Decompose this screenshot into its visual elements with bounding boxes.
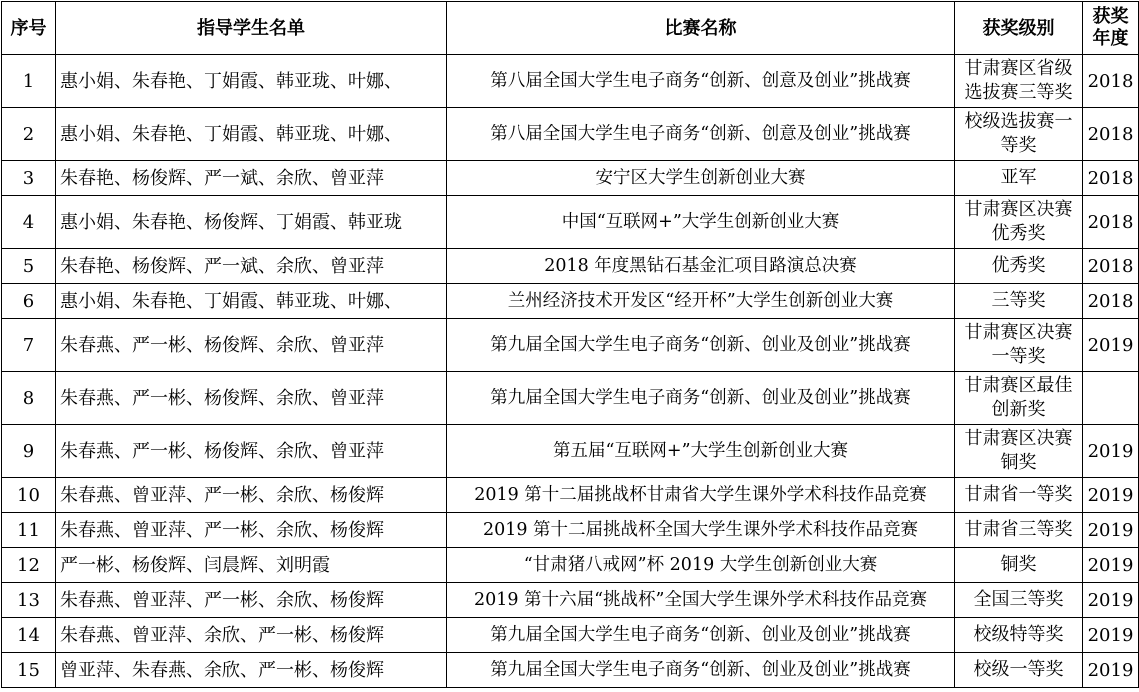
cell-students: 朱春艳、杨俊辉、严一斌、余欣、曾亚萍 bbox=[56, 161, 447, 196]
cell-level: 校级一等奖 bbox=[955, 653, 1083, 688]
cell-competition: 第九届全国大学生电子商务“创新、创业及创业”挑战赛 bbox=[447, 618, 955, 653]
cell-year: 2019 bbox=[1083, 618, 1139, 653]
cell-level: 校级特等奖 bbox=[955, 618, 1083, 653]
awards-table bbox=[1, 1, 1139, 688]
cell-year: 2019 bbox=[1083, 319, 1139, 372]
table-row bbox=[2, 249, 1139, 284]
table-row bbox=[2, 284, 1139, 319]
cell-level: 铜奖 bbox=[955, 548, 1083, 583]
cell-level: 甘肃省一等奖 bbox=[955, 478, 1083, 513]
cell-competition: 兰州经济技术开发区“经开杯”大学生创新创业大赛 bbox=[447, 284, 955, 319]
cell-index: 1 bbox=[2, 55, 56, 108]
table-row bbox=[2, 618, 1139, 653]
cell-year: 2018 bbox=[1083, 161, 1139, 196]
table-row bbox=[2, 653, 1139, 688]
cell-students: 曾亚萍、朱春燕、余欣、严一彬、杨俊辉 bbox=[56, 653, 447, 688]
cell-year: 2018 bbox=[1083, 196, 1139, 249]
cell-year: 2018 bbox=[1083, 249, 1139, 284]
table-row bbox=[2, 161, 1139, 196]
cell-students: 朱春燕、曾亚萍、严一彬、余欣、杨俊辉 bbox=[56, 513, 447, 548]
cell-index: 15 bbox=[2, 653, 56, 688]
cell-index: 2 bbox=[2, 108, 56, 161]
header-level: 获奖级别 bbox=[955, 2, 1083, 55]
cell-level: 三等奖 bbox=[955, 284, 1083, 319]
cell-year: 2018 bbox=[1083, 108, 1139, 161]
cell-students: 朱春燕、曾亚萍、余欣、严一彬、杨俊辉 bbox=[56, 618, 447, 653]
cell-level: 亚军 bbox=[955, 161, 1083, 196]
cell-level: 甘肃赛区决赛铜奖 bbox=[955, 425, 1083, 478]
cell-students: 朱春燕、严一彬、杨俊辉、余欣、曾亚萍 bbox=[56, 425, 447, 478]
cell-students: 惠小娟、朱春艳、杨俊辉、丁娟霞、韩亚珑 bbox=[56, 196, 447, 249]
cell-index: 7 bbox=[2, 319, 56, 372]
table-row bbox=[2, 583, 1139, 618]
cell-competition: 2018 年度黑钻石基金汇项目路演总决赛 bbox=[447, 249, 955, 284]
cell-level: 优秀奖 bbox=[955, 249, 1083, 284]
cell-index: 13 bbox=[2, 583, 56, 618]
cell-students: 朱春燕、严一彬、杨俊辉、余欣、曾亚萍 bbox=[56, 372, 447, 425]
table-row bbox=[2, 319, 1139, 372]
table-row bbox=[2, 513, 1139, 548]
header-index: 序号 bbox=[2, 2, 56, 55]
table-row bbox=[2, 425, 1139, 478]
header-students: 指导学生名单 bbox=[56, 2, 447, 55]
cell-students: 朱春燕、曾亚萍、严一彬、余欣、杨俊辉 bbox=[56, 478, 447, 513]
table-row bbox=[2, 108, 1139, 161]
cell-year: 2018 bbox=[1083, 284, 1139, 319]
cell-year: 2019 bbox=[1083, 478, 1139, 513]
cell-competition: 第五届“互联网+”大学生创新创业大赛 bbox=[447, 425, 955, 478]
cell-year: 2019 bbox=[1083, 513, 1139, 548]
cell-competition: 安宁区大学生创新创业大赛 bbox=[447, 161, 955, 196]
table-row bbox=[2, 55, 1139, 108]
table-body bbox=[2, 55, 1139, 688]
cell-year: 2019 bbox=[1083, 548, 1139, 583]
cell-students: 朱春燕、曾亚萍、严一彬、余欣、杨俊辉 bbox=[56, 583, 447, 618]
cell-competition: 第九届全国大学生电子商务“创新、创业及创业”挑战赛 bbox=[447, 319, 955, 372]
cell-level: 甘肃赛区决赛优秀奖 bbox=[955, 196, 1083, 249]
cell-level: 甘肃赛区最佳创新奖 bbox=[955, 372, 1083, 425]
cell-competition: 2019 第十二届挑战杯全国大学生课外学术科技作品竞赛 bbox=[447, 513, 955, 548]
cell-students: 惠小娟、朱春艳、丁娟霞、韩亚珑、叶娜、 bbox=[56, 55, 447, 108]
cell-competition: 2019 第十六届“挑战杯”全国大学生课外学术科技作品竞赛 bbox=[447, 583, 955, 618]
cell-students: 朱春燕、严一彬、杨俊辉、余欣、曾亚萍 bbox=[56, 319, 447, 372]
cell-index: 6 bbox=[2, 284, 56, 319]
cell-index: 3 bbox=[2, 161, 56, 196]
cell-competition: 第九届全国大学生电子商务“创新、创业及创业”挑战赛 bbox=[447, 372, 955, 425]
cell-index: 9 bbox=[2, 425, 56, 478]
cell-index: 14 bbox=[2, 618, 56, 653]
cell-year: 2019 bbox=[1083, 425, 1139, 478]
table-row bbox=[2, 196, 1139, 249]
cell-index: 5 bbox=[2, 249, 56, 284]
cell-students: 惠小娟、朱春艳、丁娟霞、韩亚珑、叶娜、 bbox=[56, 284, 447, 319]
cell-competition: 第八届全国大学生电子商务“创新、创意及创业”挑战赛 bbox=[447, 55, 955, 108]
header-year: 获奖年度 bbox=[1083, 2, 1139, 55]
cell-level: 甘肃赛区决赛一等奖 bbox=[955, 319, 1083, 372]
cell-students: 严一彬、杨俊辉、闫晨辉、刘明霞 bbox=[56, 548, 447, 583]
cell-level: 甘肃省三等奖 bbox=[955, 513, 1083, 548]
table-row bbox=[2, 478, 1139, 513]
table-row bbox=[2, 372, 1139, 425]
cell-competition: 2019 第十二届挑战杯甘肃省大学生课外学术科技作品竞赛 bbox=[447, 478, 955, 513]
cell-index: 4 bbox=[2, 196, 56, 249]
cell-year bbox=[1083, 372, 1139, 425]
cell-competition: 第九届全国大学生电子商务“创新、创业及创业”挑战赛 bbox=[447, 653, 955, 688]
cell-level: 甘肃赛区省级选拔赛三等奖 bbox=[955, 55, 1083, 108]
cell-year: 2019 bbox=[1083, 583, 1139, 618]
cell-index: 12 bbox=[2, 548, 56, 583]
table-row bbox=[2, 548, 1139, 583]
cell-students: 朱春艳、杨俊辉、严一斌、余欣、曾亚萍 bbox=[56, 249, 447, 284]
cell-level: 校级选拔赛一等奖 bbox=[955, 108, 1083, 161]
cell-competition: 中国“互联网+”大学生创新创业大赛 bbox=[447, 196, 955, 249]
cell-year: 2019 bbox=[1083, 653, 1139, 688]
cell-competition: “甘肃猪八戒网”杯 2019 大学生创新创业大赛 bbox=[447, 548, 955, 583]
cell-year: 2018 bbox=[1083, 55, 1139, 108]
cell-index: 11 bbox=[2, 513, 56, 548]
cell-students: 惠小娟、朱春艳、丁娟霞、韩亚珑、叶娜、 bbox=[56, 108, 447, 161]
cell-level: 全国三等奖 bbox=[955, 583, 1083, 618]
cell-competition: 第八届全国大学生电子商务“创新、创意及创业”挑战赛 bbox=[447, 108, 955, 161]
header-competition: 比赛名称 bbox=[447, 2, 955, 55]
cell-index: 10 bbox=[2, 478, 56, 513]
cell-index: 8 bbox=[2, 372, 56, 425]
header-row bbox=[2, 2, 1139, 55]
